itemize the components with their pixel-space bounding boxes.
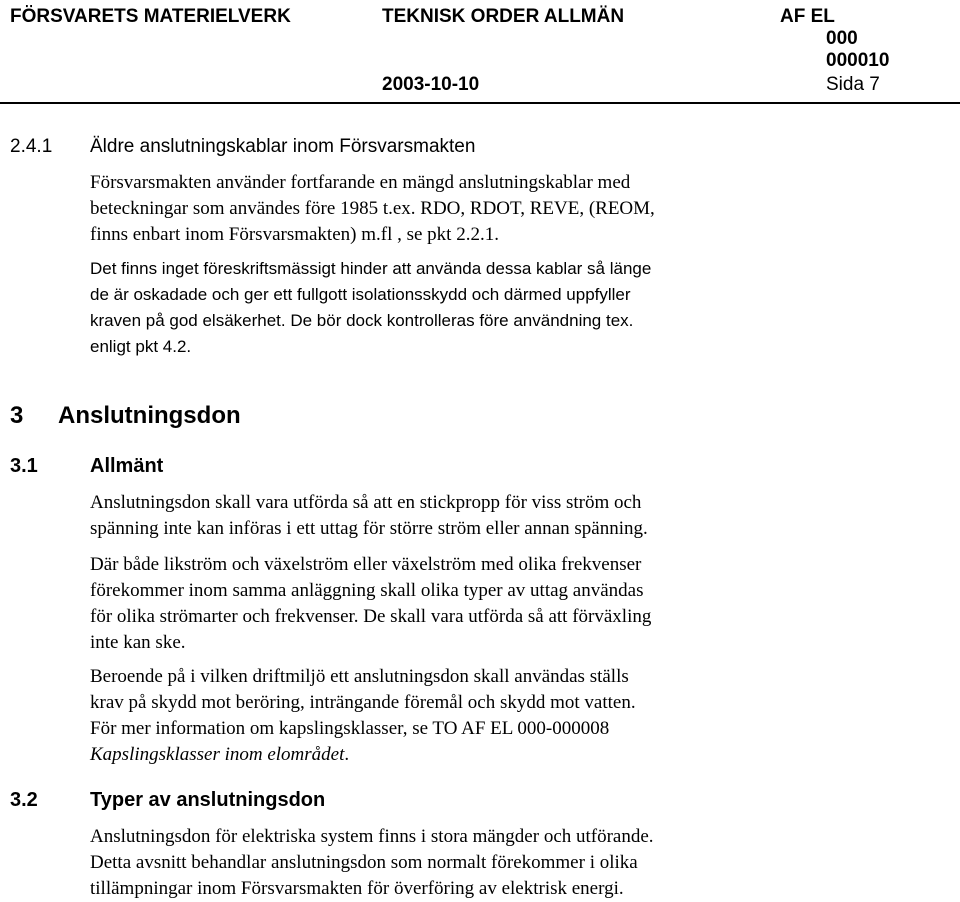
section-3-1-number: 3.1 [10, 455, 38, 477]
doc-id-line-2: 000 [826, 28, 858, 49]
page-number: Sida 7 [826, 74, 880, 95]
section-2-4-1-paragraph-2: Det finns inget föreskriftsmässigt hinder att använda dessa kablar så länge de är oskadade och ger ett fullgott isolationsskydd och därmed uppfyller kraven på god elsäkerhet. De bör dock kontrolleras före användning tex. enligt pkt 4.2. [90, 259, 652, 356]
section-3-1-paragraph-3 [90, 664, 636, 768]
section-3-1-paragraph-2: Där både likström och växelström eller växelström med olika frekvenser förekommer inom samma anläggning skall olika typer av uttag användas för olika strömarter och frekvenser. De skall vara utförda så att förväxling inte kan ske. [90, 554, 652, 653]
section-2-4-1-title: Äldre anslutningskablar inom Försvarsmakten [90, 136, 476, 157]
section-3-2-number: 3.2 [10, 789, 38, 811]
section-3-1-paragraph-3-end: . [344, 744, 350, 765]
section-2-4-1-number: 2.4.1 [10, 136, 53, 157]
section-3-1-title: Allmänt [90, 455, 164, 477]
section-2-4-1-paragraph-1: Försvarsmakten använder fortfarande en mängd anslutningskablar med beteckningar som användes före 1985 t.ex. RDO, RDOT, REVE, (REOM, finns enbart inom Försvarsmakten) m.fl , se pkt 2.2.1. [90, 172, 655, 245]
section-3-2-paragraph-1: Anslutningsdon för elektriska system finns i stora mängder och utförande. Detta avsnitt behandlar anslutningsdon som normalt förekommer i olika tillämpningar inom Försvarsmakten för överföring av elektrisk energi. [90, 826, 654, 899]
kapslingsklasser-reference-title: Kapslingsklasser inom elområdet [90, 744, 345, 765]
document-date: 2003-10-10 [382, 74, 480, 95]
organization-name: FÖRSVARETS MATERIELVERK [10, 6, 291, 27]
header-divider [0, 102, 960, 104]
doc-id-prefix: AF EL [780, 6, 835, 27]
document-type: TEKNISK ORDER ALLMÄN [382, 6, 625, 27]
section-3-1-paragraph-3-text: Beroende på i vilken driftmiljö ett anslutningsdon skall användas ställs krav på skydd mot beröring, inträngande föremål och skydd mot vatten. För mer information om kapslingsklasser, se TO AF EL 000-000008 [90, 666, 636, 739]
doc-id-line-3: 000010 [826, 50, 890, 71]
section-3-number: 3 [10, 402, 24, 429]
section-3-2-title: Typer av anslutningsdon [90, 789, 326, 811]
section-3-title: Anslutningsdon [58, 402, 241, 429]
section-3-1-paragraph-1: Anslutningsdon skall vara utförda så att en stickpropp för viss ström och spänning inte kan införas i ett uttag för större ström eller annan spänning. [90, 492, 648, 539]
